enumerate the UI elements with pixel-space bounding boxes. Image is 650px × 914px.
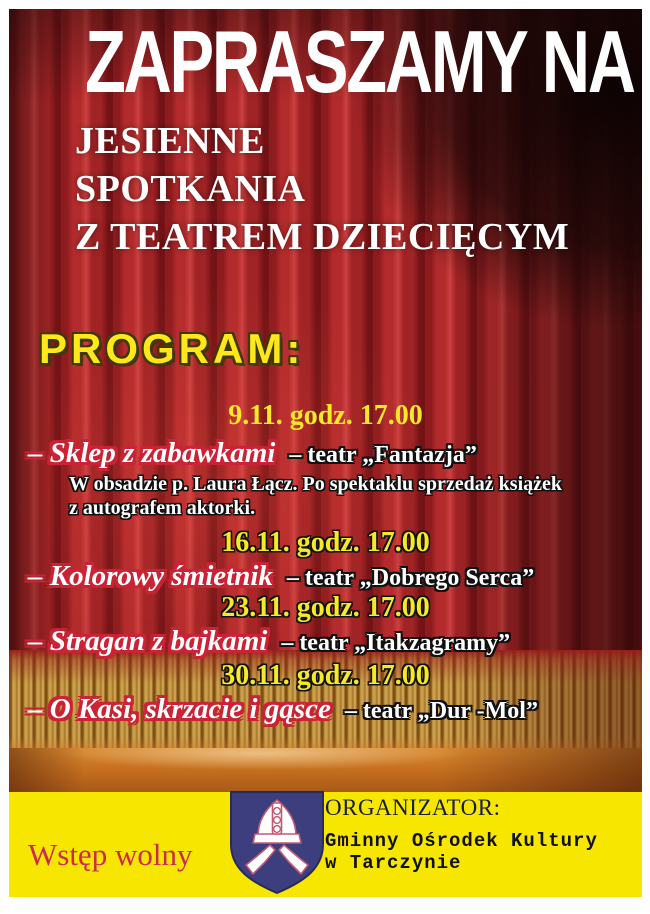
event-theatre: – teatr „Dur -Mol” (344, 698, 538, 724)
event-row (28, 625, 510, 658)
subtitle-line: SPOTKANIA (75, 168, 306, 210)
curtain-photo (9, 9, 642, 792)
organizer-name-line: Gminny Ośrodek Kultury (325, 830, 598, 852)
event-row (28, 693, 538, 726)
subtitle-line: Z TEATREM DZIECIĘCYM (75, 216, 570, 258)
event-title: – Stragan z bajkami (28, 625, 268, 657)
program-heading: PROGRAM: (39, 325, 305, 372)
subtitle-line: JESIENNE (75, 120, 265, 162)
organizer-label: ORGANIZATOR: (325, 795, 501, 820)
event-note-line: z autografem aktorki. (69, 497, 256, 519)
event-row (28, 560, 534, 593)
event-row (28, 437, 477, 470)
event-note (69, 472, 562, 520)
event-date: 16.11. godz. 17.00 (221, 527, 430, 558)
poster-title: ZAPRASZAMY NA (84, 12, 634, 111)
event-note-line: W obsadzie p. Laura Łącz. Po spektaklu sprzedaż książek (69, 473, 562, 495)
organizer-name (325, 830, 598, 874)
organizer-name-line: w Tarczynie (325, 852, 462, 874)
event-title: – Kolorowy śmietnik (28, 560, 273, 592)
event-theatre: – teatr „Dobrego Serca” (286, 565, 535, 591)
event-date: 9.11. godz. 17.00 (228, 400, 423, 431)
event-theatre: – teatr „Fantazja” (289, 442, 477, 468)
admission-label: Wstęp wolny (28, 837, 193, 872)
stage-floor (9, 748, 642, 792)
event-theatre: – teatr „Itakzagramy” (281, 630, 511, 656)
event-date: 23.11. godz. 17.00 (221, 592, 430, 623)
event-title: – Sklep z zabawkami (28, 437, 276, 469)
event-date: 30.11. godz. 17.00 (221, 660, 430, 691)
event-title: – O Kasi, skrzacie i gąsce (28, 693, 331, 725)
poster-subtitle (75, 117, 569, 261)
footer-band (9, 792, 642, 897)
tarczyn-coat-of-arms-icon (227, 788, 327, 896)
